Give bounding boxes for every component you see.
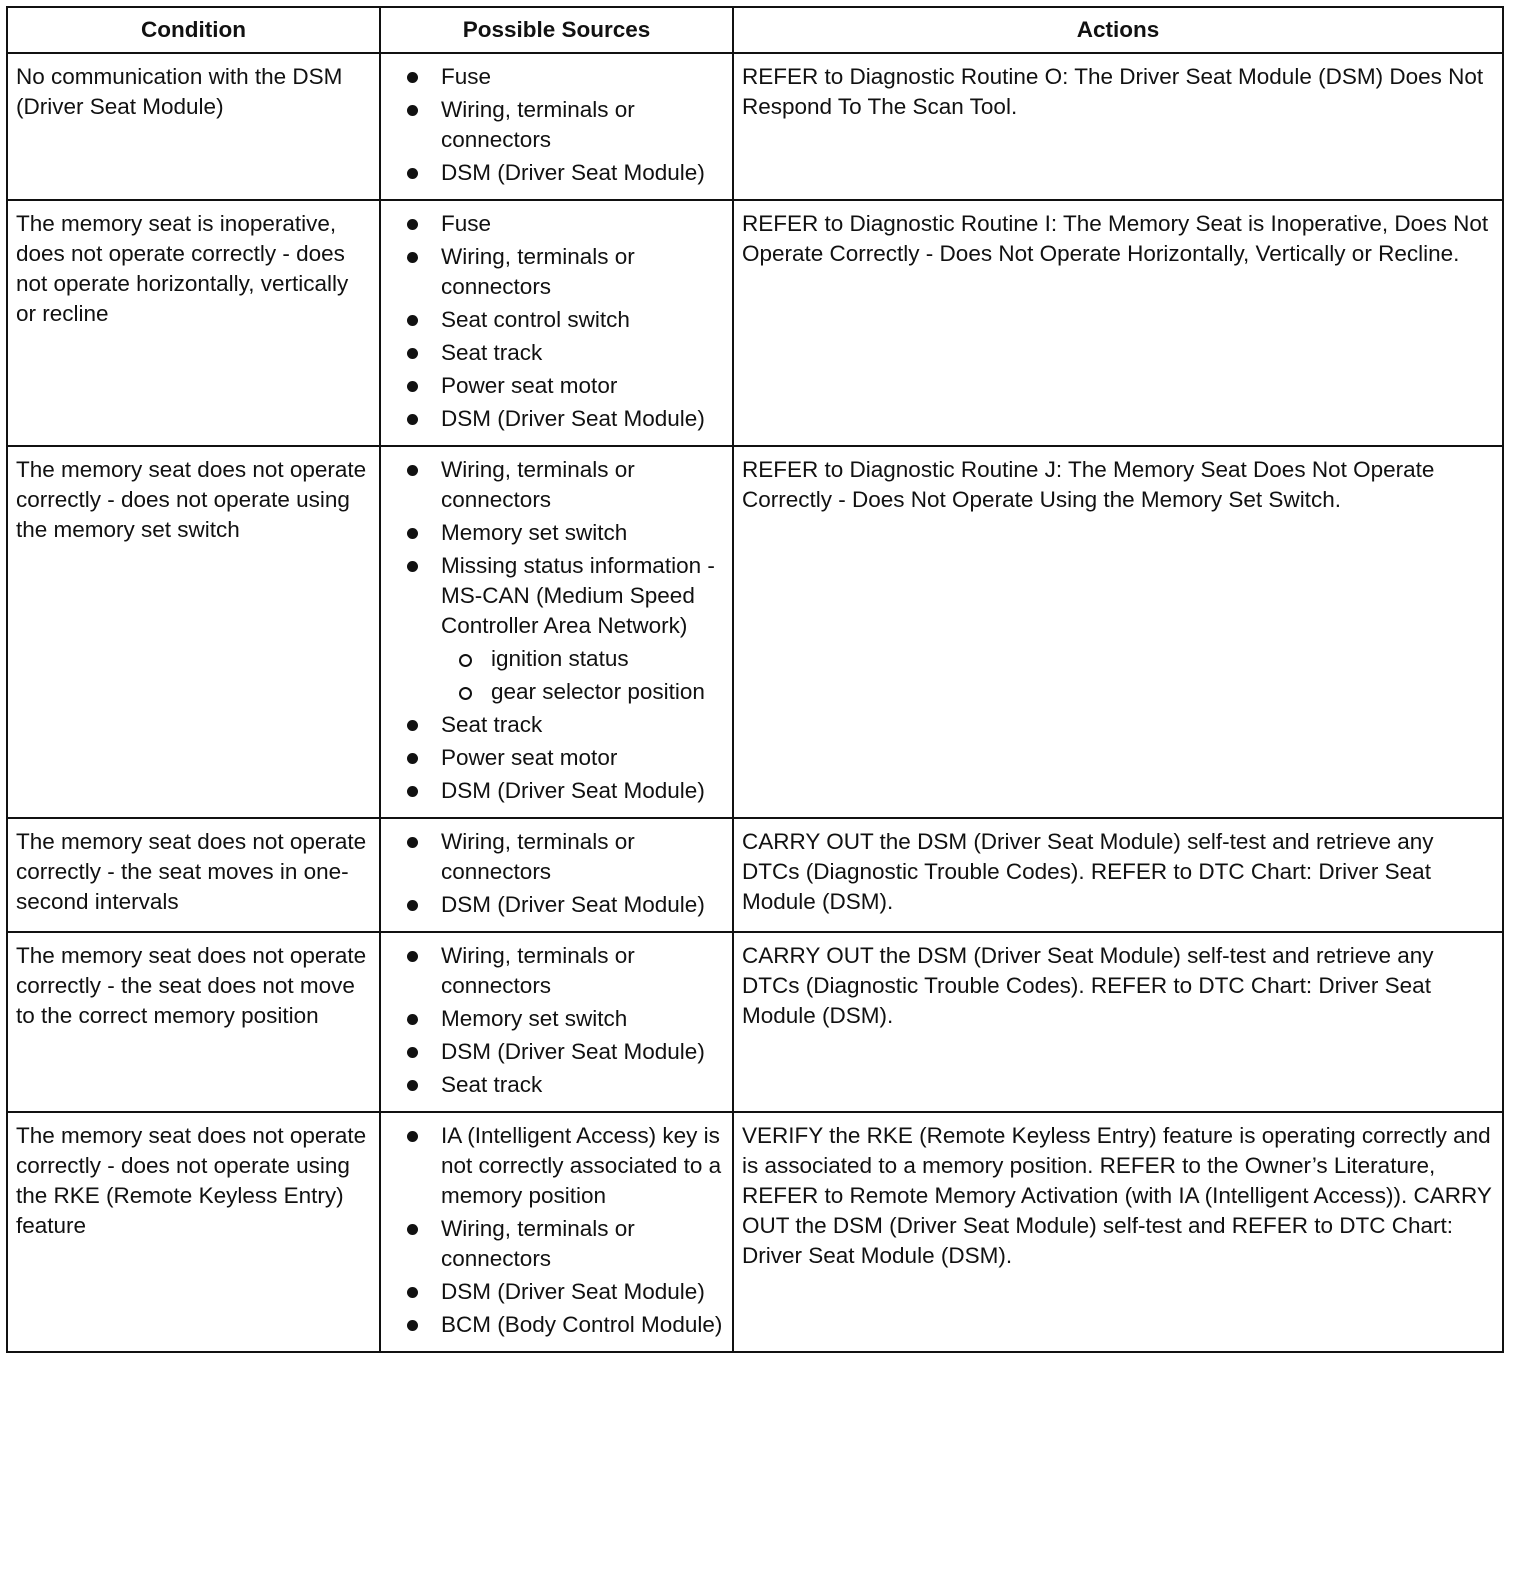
source-item <box>389 776 724 806</box>
bullet-icon <box>407 786 418 797</box>
sources-cell <box>380 200 733 446</box>
hollow-bullet-icon <box>459 654 472 667</box>
source-item <box>389 518 724 548</box>
header-condition: Condition <box>7 7 380 53</box>
action-cell: CARRY OUT the DSM (Driver Seat Module) self-test and retrieve any DTCs (Diagnostic Trouble Codes). REFER to DTC Chart: Driver Seat Module (DSM). <box>733 932 1503 1112</box>
sources-list <box>389 827 724 920</box>
bullet-icon <box>407 720 418 731</box>
sources-list <box>389 1121 724 1340</box>
source-item <box>389 404 724 434</box>
sources-list <box>389 455 724 806</box>
table-row <box>7 200 1503 446</box>
bullet-icon <box>407 315 418 326</box>
source-text: DSM (Driver Seat Module) <box>441 892 705 917</box>
sources-cell <box>380 53 733 200</box>
bullet-icon <box>407 381 418 392</box>
action-cell: REFER to Diagnostic Routine O: The Driver Seat Module (DSM) Does Not Respond To The Scan Tool. <box>733 53 1503 200</box>
action-cell: REFER to Diagnostic Routine J: The Memory Seat Does Not Operate Correctly - Does Not Operate Using the Memory Set Switch. <box>733 446 1503 818</box>
source-item <box>389 1037 724 1067</box>
source-item <box>389 1310 724 1340</box>
source-item <box>389 371 724 401</box>
bullet-icon <box>407 105 418 116</box>
hollow-bullet-icon <box>459 687 472 700</box>
bullet-icon <box>407 561 418 572</box>
bullet-icon <box>407 465 418 476</box>
source-text: Seat track <box>441 712 543 737</box>
source-text: DSM (Driver Seat Module) <box>441 778 705 803</box>
source-text: Memory set switch <box>441 1006 628 1031</box>
source-text: IA (Intelligent Access) key is not correctly associated to a memory position <box>441 1123 722 1208</box>
condition-cell: The memory seat does not operate correctly - the seat does not move to the correct memory position <box>7 932 380 1112</box>
source-text: Wiring, terminals or connectors <box>441 943 635 998</box>
bullet-icon <box>407 1131 418 1142</box>
bullet-icon <box>407 219 418 230</box>
action-cell: REFER to Diagnostic Routine I: The Memory Seat is Inoperative, Does Not Operate Correctly - Does Not Operate Horizontally, Vertically or Recline. <box>733 200 1503 446</box>
action-cell: VERIFY the RKE (Remote Keyless Entry) feature is operating correctly and is associated to a memory position. REFER to the Owner’s Literature, REFER to Remote Memory Activation (with IA (Intelligent Access)). CARRY OUT the DSM (Driver Seat Module) self-test and REFER to DTC Chart: Driver Seat Module (DSM). <box>733 1112 1503 1352</box>
source-text: BCM (Body Control Module) <box>441 1312 723 1337</box>
sub-sources-list <box>441 644 724 707</box>
bullet-icon <box>407 837 418 848</box>
source-text: Wiring, terminals or connectors <box>441 244 635 299</box>
sub-source-item <box>441 677 724 707</box>
bullet-icon <box>407 528 418 539</box>
source-item <box>389 338 724 368</box>
sources-cell <box>380 818 733 932</box>
source-item <box>389 710 724 740</box>
table-row <box>7 1112 1503 1352</box>
header-row <box>7 7 1503 53</box>
source-text: Seat track <box>441 340 543 365</box>
table-row <box>7 818 1503 932</box>
source-item <box>389 743 724 773</box>
bullet-icon <box>407 252 418 263</box>
bullet-icon <box>407 753 418 764</box>
sub-source-item <box>441 644 724 674</box>
source-item <box>389 890 724 920</box>
source-text: Wiring, terminals or connectors <box>441 829 635 884</box>
table-row <box>7 53 1503 200</box>
source-text: Missing status information - MS-CAN (Medium Speed Controller Area Network) <box>441 553 715 638</box>
source-item <box>389 941 724 1001</box>
condition-cell: The memory seat is inoperative, does not operate correctly - does not operate horizontally, vertically or recline <box>7 200 380 446</box>
bullet-icon <box>407 168 418 179</box>
source-item <box>389 551 724 707</box>
bullet-icon <box>407 1224 418 1235</box>
condition-cell: No communication with the DSM (Driver Seat Module) <box>7 53 380 200</box>
header-actions: Actions <box>733 7 1503 53</box>
sub-source-text: ignition status <box>491 646 629 671</box>
sources-cell <box>380 1112 733 1352</box>
source-text: DSM (Driver Seat Module) <box>441 406 705 431</box>
sources-list <box>389 941 724 1100</box>
source-text: Fuse <box>441 64 492 89</box>
source-item <box>389 305 724 335</box>
source-item <box>389 1004 724 1034</box>
source-item <box>389 209 724 239</box>
bullet-icon <box>407 1287 418 1298</box>
source-text: Power seat motor <box>441 745 618 770</box>
table-row <box>7 446 1503 818</box>
table-row <box>7 932 1503 1112</box>
source-item <box>389 455 724 515</box>
sources-list <box>389 62 724 188</box>
bullet-icon <box>407 1080 418 1091</box>
diagnostic-table <box>6 6 1504 1353</box>
bullet-icon <box>407 348 418 359</box>
bullet-icon <box>407 900 418 911</box>
condition-cell: The memory seat does not operate correctly - does not operate using the memory set switch <box>7 446 380 818</box>
sources-list <box>389 209 724 434</box>
sources-cell <box>380 932 733 1112</box>
source-item <box>389 1214 724 1274</box>
source-text: Fuse <box>441 211 492 236</box>
source-text: Wiring, terminals or connectors <box>441 457 635 512</box>
bullet-icon <box>407 951 418 962</box>
bullet-icon <box>407 414 418 425</box>
condition-cell: The memory seat does not operate correctly - the seat moves in one-second intervals <box>7 818 380 932</box>
condition-cell: The memory seat does not operate correctly - does not operate using the RKE (Remote Keyless Entry) feature <box>7 1112 380 1352</box>
source-text: DSM (Driver Seat Module) <box>441 1279 705 1304</box>
source-item <box>389 62 724 92</box>
source-item <box>389 1121 724 1211</box>
source-item <box>389 1070 724 1100</box>
source-text: DSM (Driver Seat Module) <box>441 160 705 185</box>
source-text: Wiring, terminals or connectors <box>441 97 635 152</box>
source-item <box>389 158 724 188</box>
sub-source-text: gear selector position <box>491 679 705 704</box>
source-item <box>389 95 724 155</box>
source-item <box>389 827 724 887</box>
source-text: Wiring, terminals or connectors <box>441 1216 635 1271</box>
source-item <box>389 1277 724 1307</box>
bullet-icon <box>407 1320 418 1331</box>
source-text: Power seat motor <box>441 373 618 398</box>
source-text: Seat track <box>441 1072 543 1097</box>
source-text: DSM (Driver Seat Module) <box>441 1039 705 1064</box>
source-text: Memory set switch <box>441 520 628 545</box>
sources-cell <box>380 446 733 818</box>
bullet-icon <box>407 72 418 83</box>
source-item <box>389 242 724 302</box>
source-text: Seat control switch <box>441 307 630 332</box>
header-possible-sources: Possible Sources <box>380 7 733 53</box>
bullet-icon <box>407 1047 418 1058</box>
action-cell: CARRY OUT the DSM (Driver Seat Module) self-test and retrieve any DTCs (Diagnostic Trouble Codes). REFER to DTC Chart: Driver Seat Module (DSM). <box>733 818 1503 932</box>
bullet-icon <box>407 1014 418 1025</box>
